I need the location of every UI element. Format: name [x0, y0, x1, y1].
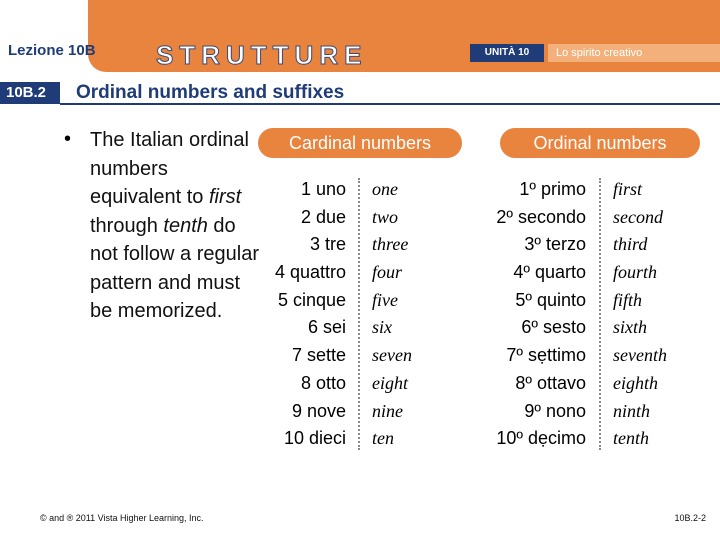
intro-tenth: tenth [163, 214, 208, 237]
list-item: 4º quarto [513, 262, 586, 283]
lesson-label: Lezione 10B [8, 42, 96, 59]
list-item: tenth [613, 428, 649, 449]
list-item: 2 due [300, 206, 346, 227]
list-item: 9º nono [524, 400, 586, 421]
list-item: 6 sei [307, 317, 346, 338]
cardinal-header: Cardinal numbers [258, 128, 462, 158]
intro-text-3: do not follow a regular pattern and must be memorized. [90, 214, 259, 322]
unit-label: UNITÀ 10 [470, 44, 544, 62]
dotted-divider [599, 178, 601, 450]
list-item: 3º terzo [524, 234, 586, 255]
list-item: 4 quattro [274, 262, 346, 283]
list-item: three [372, 234, 409, 255]
ordinal-header: Ordinal numbers [500, 128, 700, 158]
list-item: sixth [613, 317, 647, 338]
list-item: nine [372, 400, 403, 421]
list-item: seventh [613, 345, 667, 366]
ordinal-english-list [613, 176, 703, 453]
section-title: Ordinal numbers and suffixes [76, 82, 345, 103]
list-item: 6º sesto [521, 317, 586, 338]
intro-text-2: through [90, 214, 164, 237]
list-item: fourth [613, 262, 658, 283]
list-item: eight [372, 372, 408, 393]
intro-paragraph [90, 126, 260, 326]
section-divider [60, 103, 720, 105]
list-item: fifth [613, 289, 643, 310]
list-item: two [372, 206, 399, 227]
list-item: 5º quinto [515, 289, 586, 310]
list-item: 3 tre [309, 234, 346, 255]
list-item: 7 sette [291, 345, 346, 366]
list-item: one [372, 179, 398, 199]
section-number: 10B.2 [0, 82, 60, 104]
list-item: 8 otto [300, 372, 346, 393]
list-item: six [372, 317, 392, 338]
list-item: five [372, 289, 398, 310]
list-item: 8º ottavo [515, 372, 586, 393]
list-item: third [613, 234, 648, 255]
bullet-icon: • [64, 128, 72, 150]
dotted-divider [358, 178, 360, 450]
list-item: 7º sẹttimo [506, 345, 586, 366]
list-item: 10º dẹcimo [496, 428, 586, 449]
intro-first: first [208, 186, 242, 208]
list-item: seven [372, 345, 412, 366]
unit-title: Lo spirito creativo [548, 44, 720, 62]
list-item: second [613, 206, 663, 227]
cardinal-english-list [372, 176, 452, 453]
list-item: 1 uno [300, 179, 346, 199]
cardinal-italian-list [240, 176, 346, 453]
list-item: 5 cinque [277, 289, 346, 310]
list-item: ten [372, 428, 394, 449]
page-number: 10B.2-2 [674, 513, 706, 523]
list-item: first [613, 179, 643, 199]
list-item: 9 nove [291, 400, 346, 421]
list-item: 2º secondo [496, 206, 586, 227]
intro-text-1: The Italian ordinal numbers equivalent to [90, 129, 249, 208]
section-banner-title: STRUTTURE [156, 40, 368, 70]
list-item: four [372, 262, 403, 283]
list-item: ninth [613, 400, 651, 421]
list-item: eighth [613, 372, 658, 393]
list-item: 1º primo [519, 179, 586, 199]
ordinal-italian-list [460, 176, 586, 453]
list-item: 10 dieci [283, 428, 346, 449]
copyright: © and ® 2011 Vista Higher Learning, Inc. [40, 513, 204, 523]
